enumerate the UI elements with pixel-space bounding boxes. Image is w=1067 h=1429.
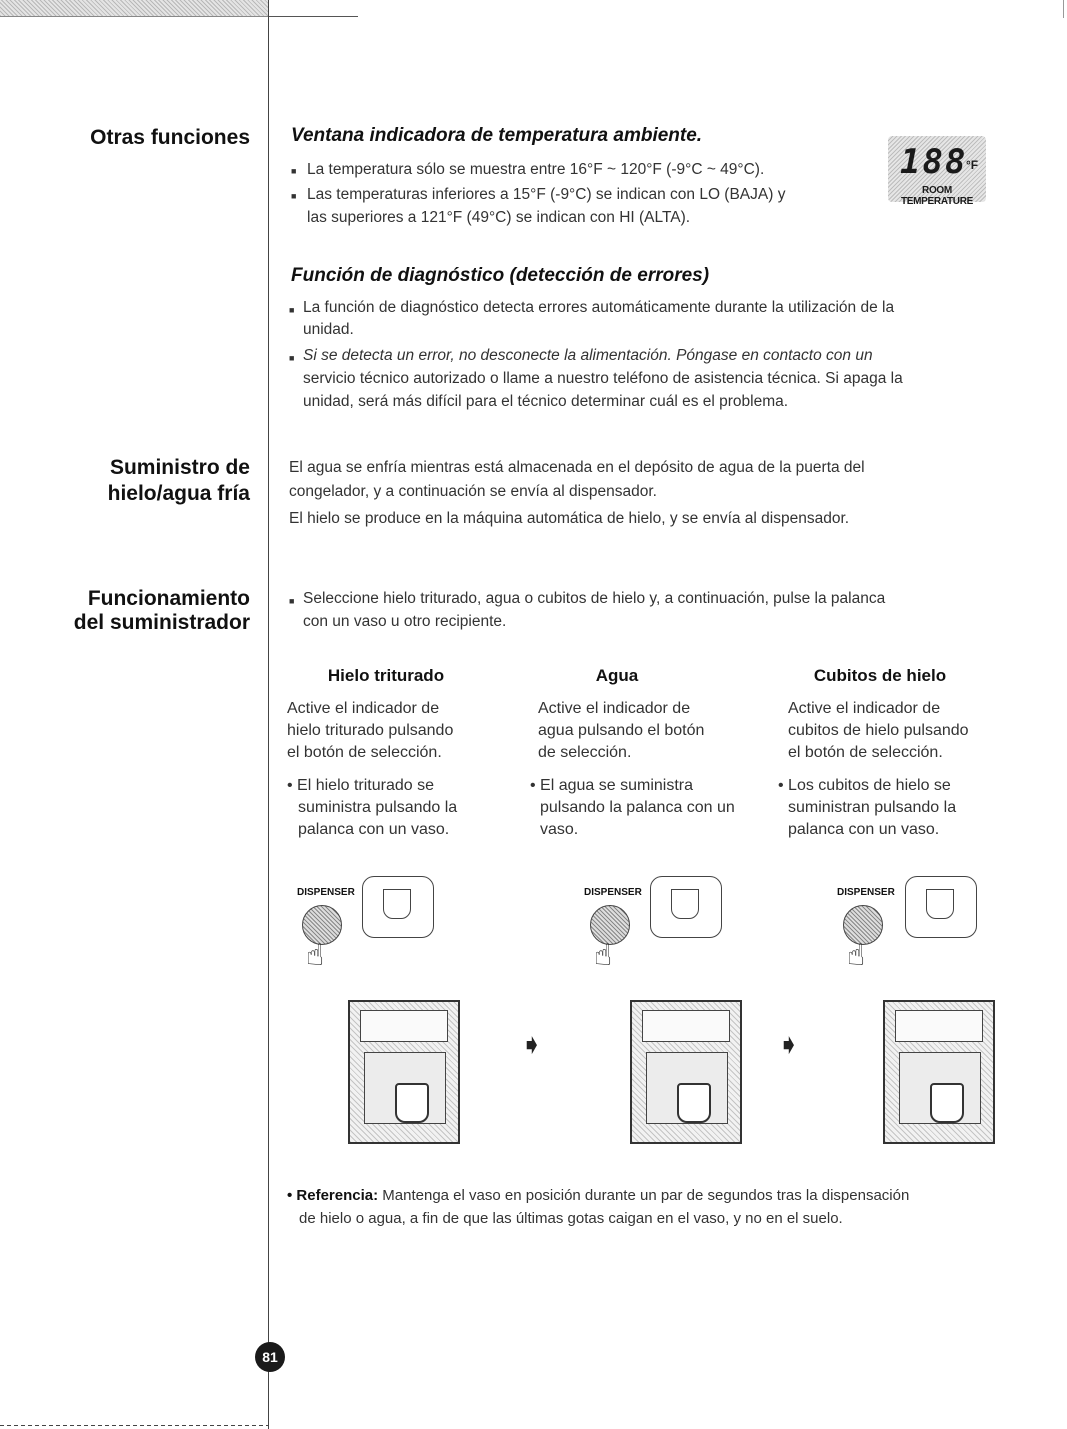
hand-icon: ☝ [847,939,866,972]
column-text-line: de selección. [538,744,632,761]
column-text-line: agua pulsando el botón [538,722,705,739]
bullet-marker: ■ [291,166,297,176]
column-title-agua: Agua [595,666,639,685]
column-bullet-line: • El agua se suministra [530,777,694,794]
column-text-line: el botón de selección. [788,744,943,761]
header-band [0,0,268,17]
column-bullet-line: palanca con un vaso. [298,821,450,838]
sidebar-title-funcionamiento-line1: Funcionamiento [87,587,250,610]
dispenser-indicator-water [650,876,722,938]
page-number-badge: 81 [255,1342,285,1372]
fridge-dispenser-illustration [883,1000,995,1144]
bullet-marker: ■ [289,305,295,315]
diag-bullet-2-line3: unidad, será más difícil para el técnico determinar cuál es el problema. [303,393,789,410]
dispenser-indicator-cubed-ice [905,876,977,938]
temp-bullet-2-line2: las superiores a 121°F (49°C) se indican con HI (ALTA). [307,209,691,226]
column-bullet-line: palanca con un vaso. [788,821,940,838]
diag-bullet-1-line2: unidad. [303,321,354,338]
column-bullet-line: • Los cubitos de hielo se [778,777,951,794]
hand-icon: ☝ [306,939,325,972]
bullet-marker: ■ [291,191,297,201]
bullet-marker: ■ [289,596,295,606]
column-bullet-line: • El hielo triturado se [287,777,435,794]
bottom-rule [0,1425,268,1426]
column-text-line: hielo triturado pulsando [287,722,454,739]
temp-display-label: ROOM TEMPERATURE [900,185,974,207]
temp-bullet-1: La temperatura sólo se muestra entre 16°F ~ 120°F (-9°C ~ 49°C). [307,161,765,178]
column-text-line: Active el indicador de [788,700,941,717]
supply-line-2: congelador, y a continuación se envía al dispensador. [289,483,657,500]
diag-bullet-1-line1: La función de diagnóstico detecta errores automáticamente durante la utilización de la [303,299,895,316]
dispenser-bullet-line2: con un vaso u otro recipiente. [303,613,507,630]
column-text-line: Active el indicador de [538,700,691,717]
temp-bullet-2-line1: Las temperaturas inferiores a 15°F (-9°C) se indican con LO (BAJA) y [307,186,786,203]
sidebar-title-funcionamiento-line2: del suministrador [73,611,250,634]
dispenser-label: DISPENSER [297,887,355,898]
room-temperature-display [888,136,986,207]
arrow-right-icon: ➧ [777,1029,801,1060]
sidebar-title-otras-funciones: Otras funciones [90,126,250,149]
sidebar-title-suministro-line2: hielo/agua fría [107,482,250,505]
hand-icon: ☝ [594,939,613,972]
temp-section-title: Ventana indicadora de temperatura ambiente. [291,125,703,146]
sidebar-title-suministro-line1: Suministro de [109,456,250,479]
temp-display-unit: °F [966,158,979,172]
dispenser-label: DISPENSER [584,887,642,898]
dispenser-bullet-line1: Seleccione hielo triturado, agua o cubitos de hielo y, a continuación, pulse la palanca [303,590,886,607]
reference-line1: Mantenga el vaso en posición durante un par de segundos tras la dispensación [382,1187,910,1204]
column-bullet-line: vaso. [540,821,579,838]
reference-line2: de hielo o agua, a fin de que las últimas gotas caigan en el vaso, y no en el suelo. [299,1210,843,1227]
arrow-right-icon: ➧ [520,1029,544,1060]
header-rule-right [1063,0,1064,18]
reference-note [287,1184,1007,1230]
diag-bullet-2-line1: Si se detecta un error, no desconecte la alimentación. Póngase en contacto con un [303,347,873,364]
dispenser-indicator-crushed-ice [362,876,434,938]
column-text-line: el botón de selección. [287,744,442,761]
temp-display-digits: 188 [900,142,968,182]
column-title-hielo-triturado: Hielo triturado [327,666,445,685]
supply-line-3: El hielo se produce en la máquina automática de hielo, y se envía al dispensador. [289,510,850,527]
dispenser-label: DISPENSER [837,887,895,898]
header-rule [268,16,358,17]
fridge-dispenser-illustration [630,1000,742,1144]
diag-bullet-2-line2: servicio técnico autorizado o llame a nuestro teléfono de asistencia técnica. Si apaga la [303,370,903,387]
column-bullet-line: suministra pulsando la [298,799,458,816]
bullet-marker: ■ [289,353,295,363]
column-text-line: Active el indicador de [287,700,440,717]
reference-label: • Referencia: [287,1187,379,1204]
column-title-cubitos-de-hielo: Cubitos de hielo [813,666,947,685]
diag-section-title: Función de diagnóstico (detección de errores) [291,265,710,286]
column-bullet-line: pulsando la palanca con un [540,799,735,816]
supply-line-1: El agua se enfría mientras está almacenada en el depósito de agua de la puerta del [289,459,865,476]
fridge-dispenser-illustration [348,1000,460,1144]
vertical-divider [268,0,269,1429]
column-bullet-line: suministran pulsando la [788,799,957,816]
column-text-line: cubitos de hielo pulsando [788,722,969,739]
